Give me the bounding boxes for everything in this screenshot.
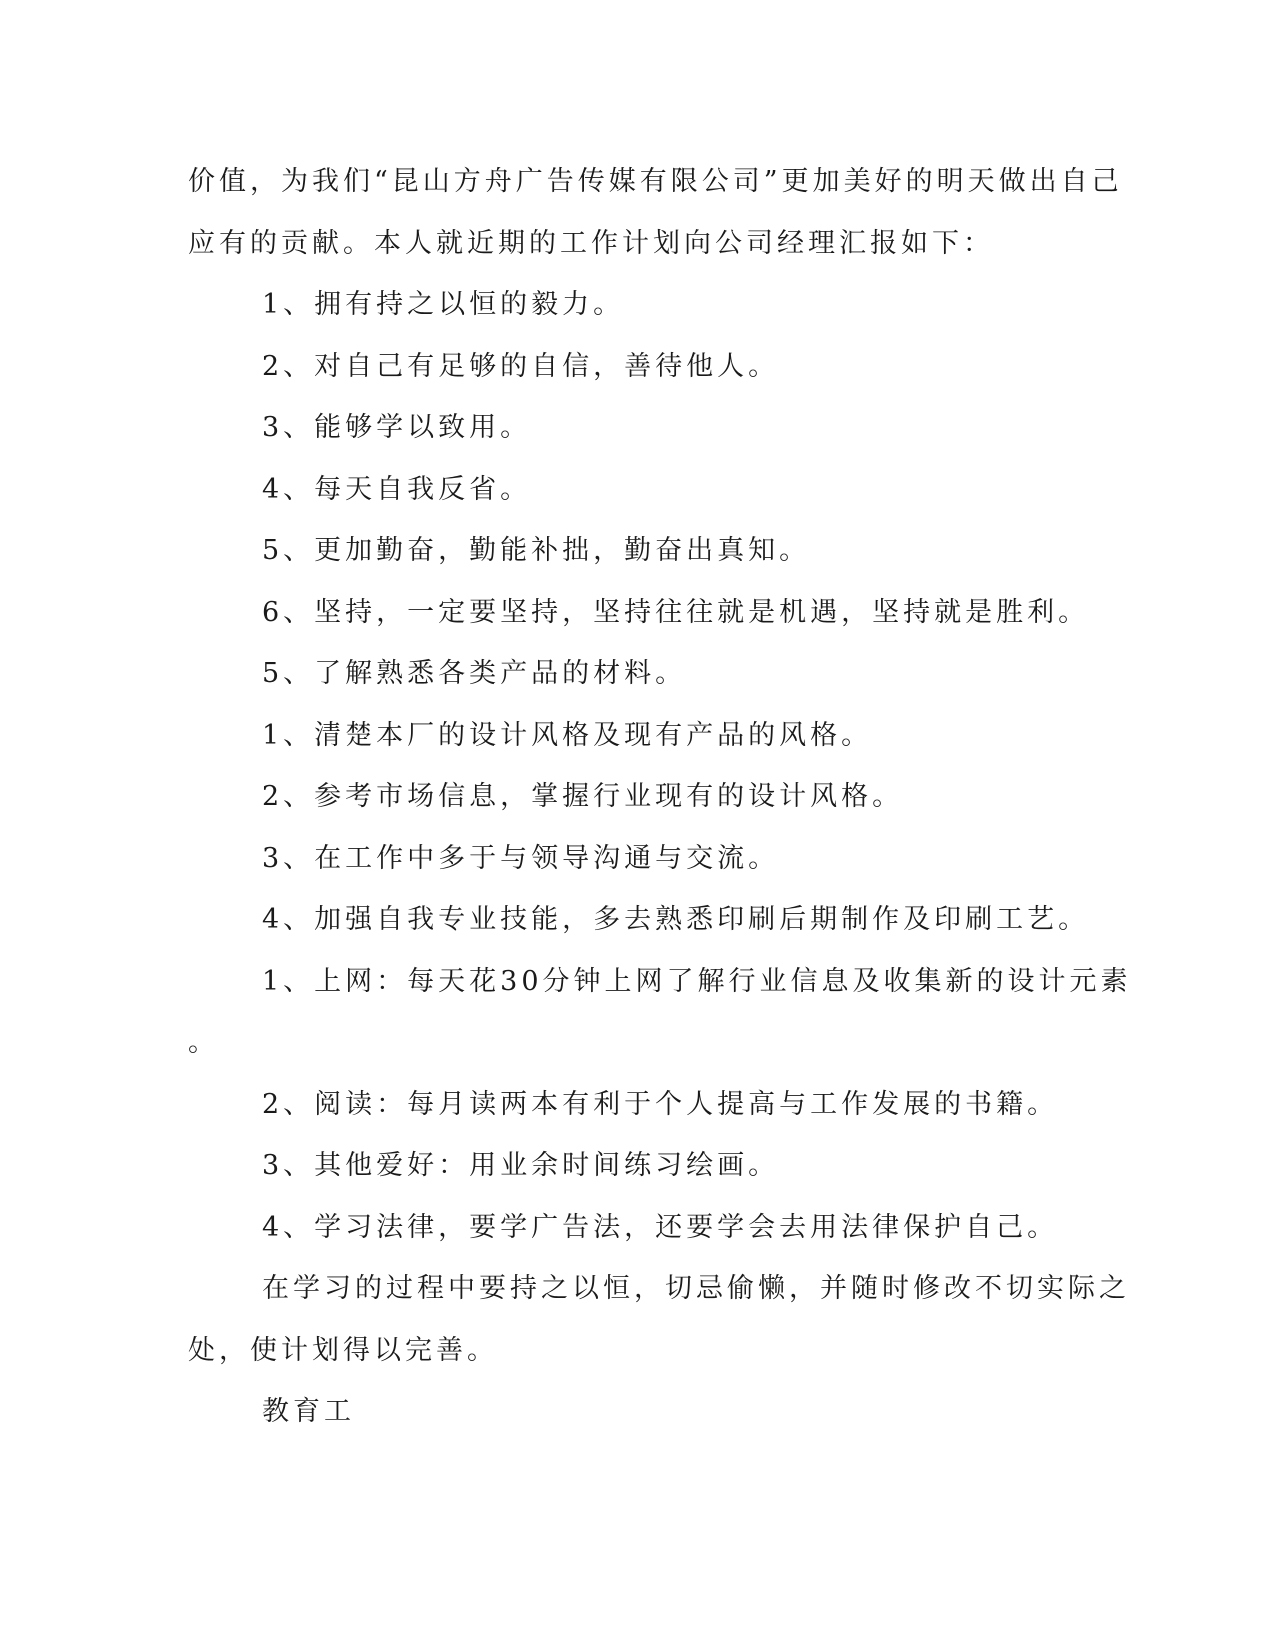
list-item: 4、加强自我专业技能，多去熟悉印刷后期制作及印刷工艺。 — [262, 904, 1090, 935]
list-item: 2、参考市场信息，掌握行业现有的设计风格。 — [262, 781, 904, 812]
list-item: 2、对自己有足够的自信，善待他人。 — [262, 350, 780, 382]
list-item: 3、其他爱好：用业余时间练习绘画。 — [262, 1150, 780, 1181]
list-item: 2、阅读：每月读两本有利于个人提高与工作发展的书籍。 — [262, 1088, 1059, 1120]
list-item: 4、每天自我反省。 — [262, 473, 532, 505]
list-item: 4、学习法律，要学广告法，还要学会去用法律保护自己。 — [262, 1211, 1059, 1243]
list-item: 5、更加勤奋，勤能补拙，勤奋出真知。 — [262, 535, 811, 566]
paragraph-line: 处，使计划得以完善。 — [188, 1334, 498, 1366]
list-item: 3、在工作中多于与领导沟通与交流。 — [262, 842, 780, 874]
paragraph-line: 在学习的过程中要持之以恒，切忌偷懒，并随时修改不切实际之 — [262, 1273, 1130, 1304]
document-body — [188, 162, 1132, 1454]
text-line: 应有的贡献。本人就近期的工作计划向公司经理汇报如下： — [188, 227, 994, 259]
text-line: 。 — [188, 1027, 219, 1058]
list-item: 1、上网：每天花30分钟上网了解行业信息及收集新的设计元素 — [262, 965, 1132, 997]
section-fragment: 教育工 — [262, 1396, 355, 1427]
text-line: 价值，为我们“昆山方舟广告传媒有限公司”更加美好的明天做出自己 — [188, 166, 1123, 197]
list-item: 1、拥有持之以恒的毅力。 — [262, 289, 625, 320]
list-item: 6、坚持，一定要坚持，坚持往往就是机遇，坚持就是胜利。 — [262, 596, 1090, 628]
list-item: 5、了解熟悉各类产品的材料。 — [262, 658, 687, 689]
list-item: 1、清楚本厂的设计风格及现有产品的风格。 — [262, 719, 873, 751]
list-item: 3、能够学以致用。 — [262, 412, 532, 443]
